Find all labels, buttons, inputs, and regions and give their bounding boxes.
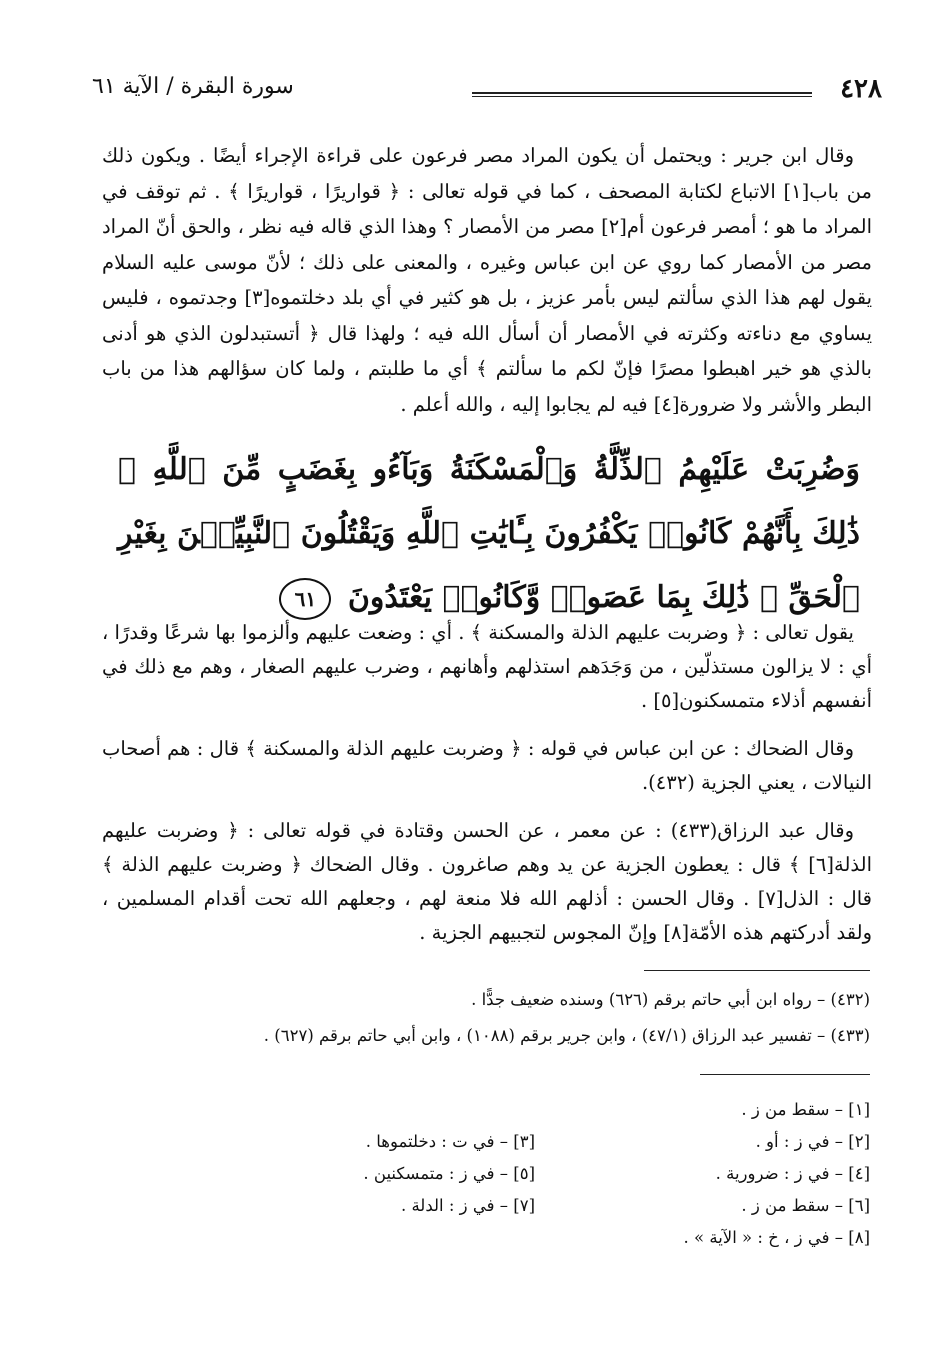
verse-text: وَضُرِبَتْ عَلَيْهِمُ ٱلذِّلَّةُ وَٱلْمَسْكَنَةُ وَبَآءُو بِغَضَبٍ مِّنَ ٱللَّهِ ۗ ذَٰلِكَ بِأَنَّهُمْ كَانُوا۟ يَكْفُرُونَ بِـَٔايَٰتِ ٱللَّهِ وَيَقْتُلُونَ ٱلنَّبِيِّـۧنَ بِغَيْرِ ٱلْحَقِّ ۗ ذَٰلِكَ بِمَا عَصَوا۟ وَّكَانُوا۟ يَعْتَدُونَ (118, 452, 860, 615)
ayah-number-marker: ٦١ (279, 578, 331, 620)
running-title: سورة البقرة / الآية ٦١ (92, 74, 294, 99)
commentary-block-1 (102, 138, 872, 422)
source-footnotes (140, 982, 870, 1054)
commentary-paragraph: يقول تعالى : ﴿ وضربت عليهم الذلة والمسكنة ﴾ . أي : وضعت عليهم وألزموا بها شرعًا وقدرًا ، أي : لا يزالون مستذلّين ، من وَجَدَهم استذلهم وأهانهم ، وضرب عليهم الصغار ، وهم مع ذلك في أنفسهم أذلاء متمسكنون[٥] . (102, 621, 872, 712)
variant-note: [٨] – في ز ، خ : « الآية » . (683, 1228, 870, 1247)
commentary-paragraph: وقال عبد الرزاق(٤٣٣) : عن معمر ، عن الحسن وقتادة في قوله تعالى : ﴿ وضربت عليهم الذلة[٦] ﴾ قال : يعطون الجزية عن يد وهم صاغرون . وقال الضحاك ﴿ وضربت عليهم الذلة ﴾ قال : الذل[٧] . وقال الحسن : أذلهم الله فلا منعة لهم ، وجعلهم الله تحت أقدام المسلمين ، ولقد أدركتهم هذه الأمّة[٨] وإنّ المجوس لتجبيهم الجزية . (102, 819, 872, 944)
page-number: ٤٢٨ (840, 74, 882, 104)
source-footnote: (٤٣٣) – تفسير عبد الرزاق (٤٧/١) ، وابن جرير برقم (١٠٨٨) ، وابن أبي حاتم برقم (٦٢٧) . (263, 1026, 870, 1045)
variant-note: [٦] – سقط من ز . (741, 1196, 870, 1215)
variant-note: [٣] – في ت : دخلتموها . (365, 1132, 535, 1151)
page-header (92, 72, 882, 112)
variant-note: [٤] – في ز : ضرورية . (715, 1164, 870, 1183)
variant-note: [٧] – في ز : الدلة . (400, 1196, 535, 1215)
variant-note: [١] – سقط من ز . (741, 1100, 870, 1119)
variant-note: [٥] – في ز : متمسكنين . (363, 1164, 535, 1183)
header-rule (472, 92, 812, 97)
commentary-block-2 (102, 616, 872, 950)
footnote-divider (644, 970, 870, 971)
source-footnote: (٤٣٢) – رواه ابن أبي حاتم برقم (٦٢٦) وسنده ضعيف جدًّا . (471, 990, 870, 1009)
quran-verse (118, 438, 860, 630)
variant-notes (240, 1094, 870, 1254)
commentary-paragraph: وقال الضحاك : عن ابن عباس في قوله : ﴿ وضربت عليهم الذلة والمسكنة ﴾ قال : هم أصحاب النيالات ، يعني الجزية (٤٣٢). (102, 737, 872, 794)
commentary-paragraph: وقال ابن جرير : ويحتمل أن يكون المراد مصر فرعون على قراءة الإجراء أيضًا . ويكون ذلك من باب[١] الاتباع لكتابة المصحف ، كما في قوله تعالى : ﴿ قواريرًا ، قواريرًا ﴾ . ثم توقف في المراد ما هو ؛ أمصر فرعون أم[٢] مصر من الأمصار ؟ وهذا الذي قاله فيه نظر ، والحق أنّ المراد مصر من الأمصار كما روي عن ابن عباس وغيره ، والمعنى على ذلك ؛ لأنّ موسى عليه السلام يقول لهم هذا الذي سألتم ليس بأمر عزيز ، بل هو كثير في أي بلد دخلتموه[٣] وجدتموه ، فليس يساوي مع دناءته وكثرته في الأمصار أن أسأل الله فيه ؛ ولهذا قال ﴿ أتستبدلون الذي هو أدنى بالذي هو خير اهبطوا مصرًا فإنّ لكم ما سألتم ﴾ أي ما طلبتم ، ولما كان سؤالهم هذا من باب البطر والأشر ولا ضرورة[٤] فيه لم يجابوا إليه ، والله أعلم . (102, 144, 873, 416)
variant-note: [٢] – في ز : أو . (755, 1132, 870, 1151)
notes-divider (700, 1074, 870, 1075)
